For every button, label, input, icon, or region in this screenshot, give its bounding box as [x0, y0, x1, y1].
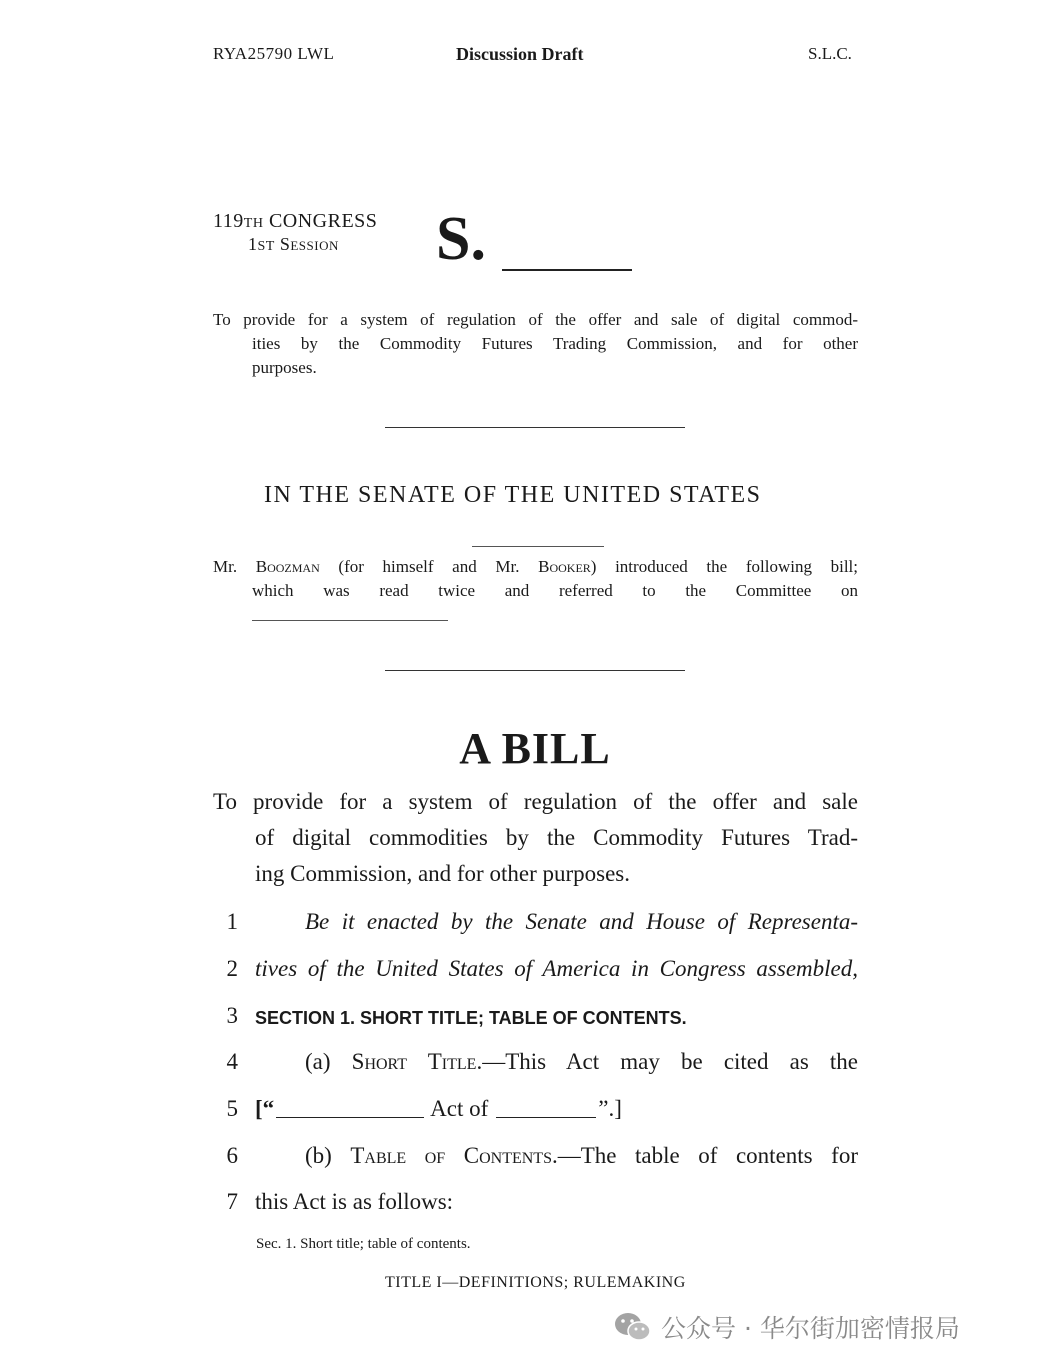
intro-line: which was read twice and referred to the Committee on — [252, 581, 858, 600]
line-number: 7 — [226, 1189, 238, 1214]
chamber-heading: IN THE SENATE OF THE UNITED STATES — [264, 482, 762, 508]
cosponsor-name: Booker — [538, 557, 591, 576]
sponsor-name: Boozman — [255, 557, 320, 576]
short-title-subsection: (a) Short Title.—This Act may be cited as the — [305, 1049, 859, 1074]
short-purpose-line: purposes. — [252, 358, 317, 377]
committee-blank — [252, 620, 448, 621]
act-year-blank — [496, 1116, 596, 1118]
short-purpose — [213, 308, 858, 380]
toc-intro: this Act is as follows: — [255, 1189, 454, 1214]
intro-line: Mr. Boozman (for himself and Mr. Booker) introduced the following bill; — [213, 557, 858, 576]
line-number: 6 — [226, 1143, 238, 1168]
watermark-text: 公众号 · 华尔街加密情报局 — [661, 1314, 960, 1343]
long-purpose-line: of digital commodities by the Commodity Futures Trad- — [255, 825, 858, 850]
session-label: 1ST Session — [248, 234, 339, 254]
divider — [385, 670, 685, 671]
wechat-icon — [613, 1310, 653, 1344]
line-number: 1 — [226, 909, 238, 934]
doc-id: RYA25790 LWL — [213, 44, 335, 63]
short-purpose-line: ities by the Commodity Futures Trading Commission, and for other — [252, 334, 858, 353]
line-number: 4 — [226, 1049, 238, 1074]
enacting-clause: tives of the United States of America in Congress assembled, — [255, 956, 858, 981]
line-number: 5 — [226, 1096, 238, 1121]
divider — [385, 427, 685, 428]
bill-heading: A BILL — [459, 724, 611, 773]
enacting-clause: Be it enacted by the Senate and House of Representa- — [305, 909, 858, 934]
watermark — [613, 1307, 960, 1347]
introduction — [213, 555, 858, 603]
act-name-blank — [276, 1116, 424, 1118]
section-heading: SECTION 1. SHORT TITLE; TABLE OF CONTENTS. — [255, 1008, 687, 1028]
short-purpose-line: To provide for a system of regulation of the offer and sale of digital commod- — [213, 310, 858, 329]
draft-label: Discussion Draft — [456, 44, 584, 64]
bill-letter: S. — [436, 205, 486, 273]
congress-label: 119TH CONGRESS — [213, 210, 378, 232]
toc-title-heading: TITLE I—DEFINITIONS; RULEMAKING — [385, 1274, 686, 1291]
long-purpose-line: ing Commission, and for other purposes. — [255, 861, 630, 886]
slc-label: S.L.C. — [808, 44, 852, 63]
toc-item: Sec. 1. Short title; table of contents. — [256, 1236, 471, 1252]
long-purpose — [213, 784, 858, 892]
line-number: 2 — [226, 956, 238, 981]
divider-short — [472, 546, 604, 547]
long-purpose-line: To provide for a system of regulation of the offer and sale — [213, 789, 858, 814]
toc-subsection: (b) Table of Contents.—The table of contents for — [305, 1143, 858, 1168]
line-number: 3 — [226, 1003, 238, 1028]
bill-number-blank — [502, 269, 632, 271]
short-title-blank-line: [“ Act of ”.] — [255, 1096, 622, 1121]
